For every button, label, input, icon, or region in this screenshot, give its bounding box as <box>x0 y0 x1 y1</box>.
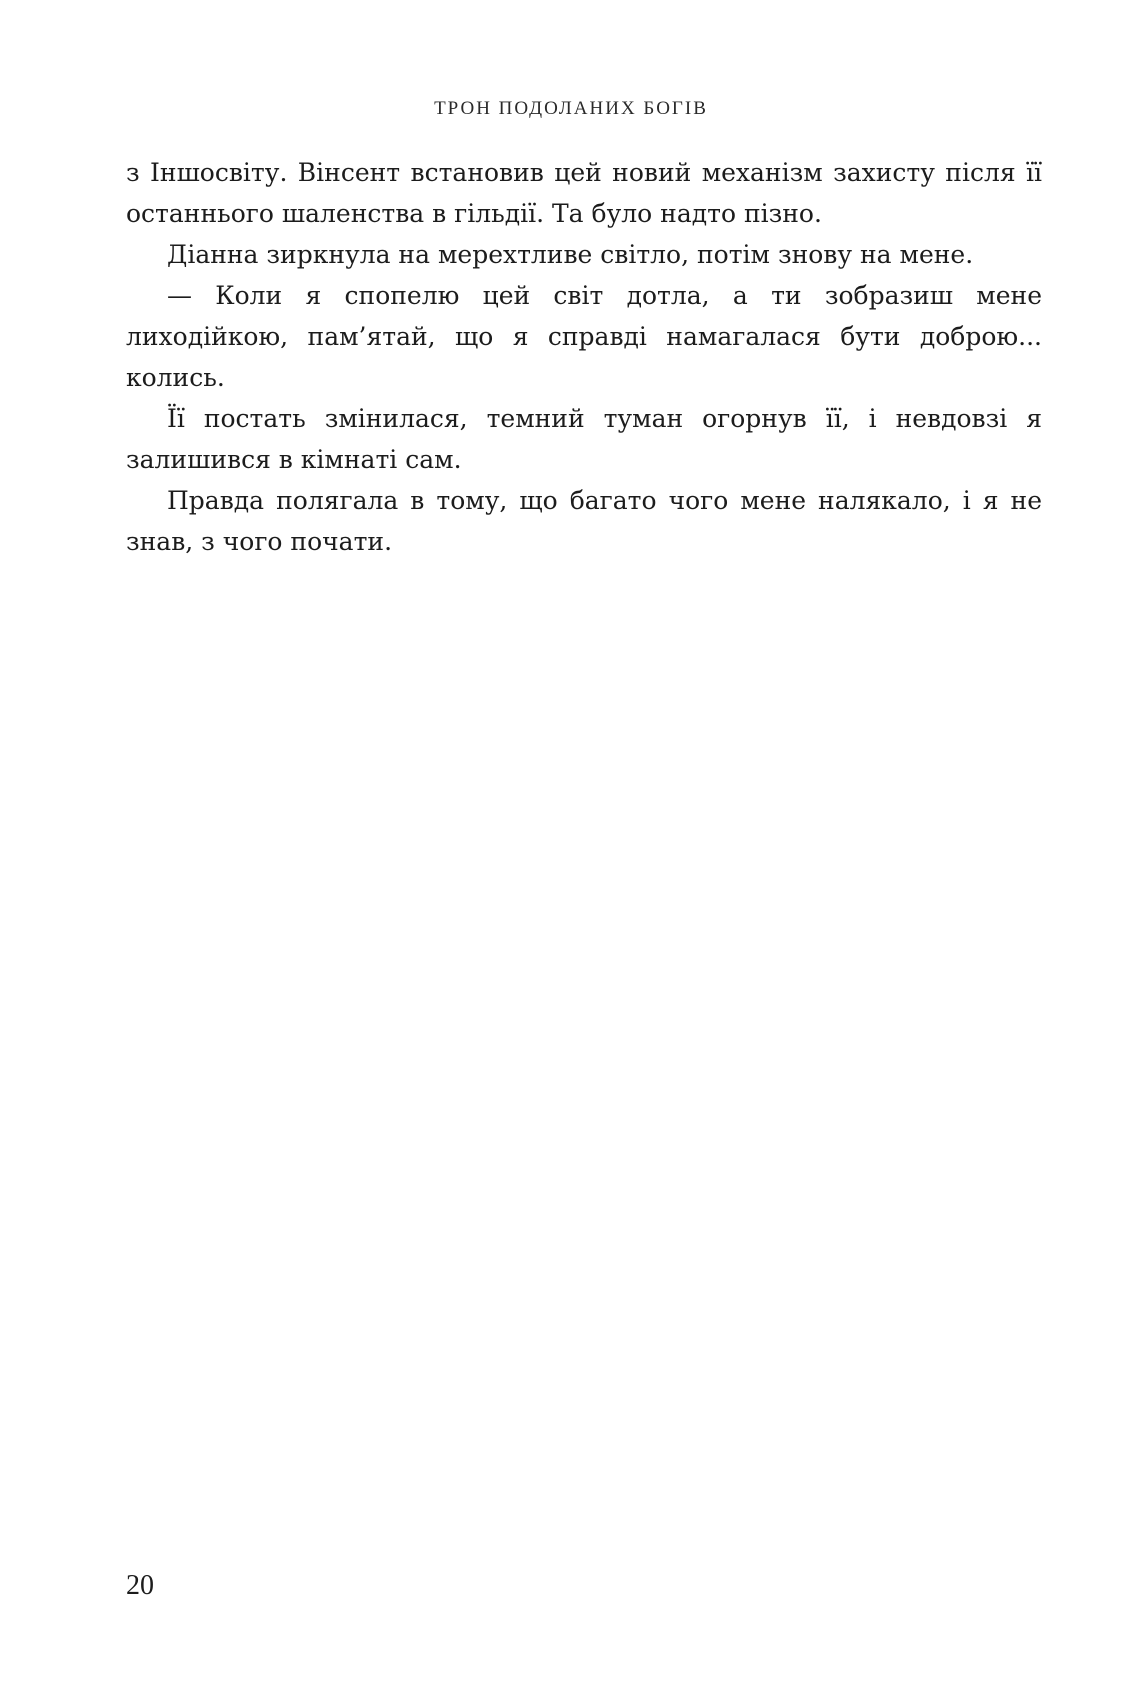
body-text <box>126 152 1042 562</box>
paragraph-2: Діанна зиркнула на мерехтливе світло, потім знову на мене. <box>167 240 974 269</box>
paragraph-1: з Іншосвіту. Вінсент встановив цей новий механізм захисту після її останнього шаленства в гільдії. Та було надто пізно. <box>126 158 1042 228</box>
paragraph-4: Її постать змінилася, темний туман огорнув її, і невдовзі я залишився в кімнаті сам. <box>126 404 1042 474</box>
page-number: 20 <box>126 1570 154 1601</box>
paragraph-3: — Коли я спопелю цей світ дотла, а ти зобразиш мене лиходійкою, пам’ятай, що я справді намагалася бути доброю... колись. <box>126 281 1042 392</box>
running-head-title: ТРОН ПОДОЛАНИХ БОГІВ <box>434 98 708 119</box>
paragraph-5: Правда полягала в тому, що багато чого мене налякало, і я не знав, з чого почати. <box>126 486 1042 556</box>
